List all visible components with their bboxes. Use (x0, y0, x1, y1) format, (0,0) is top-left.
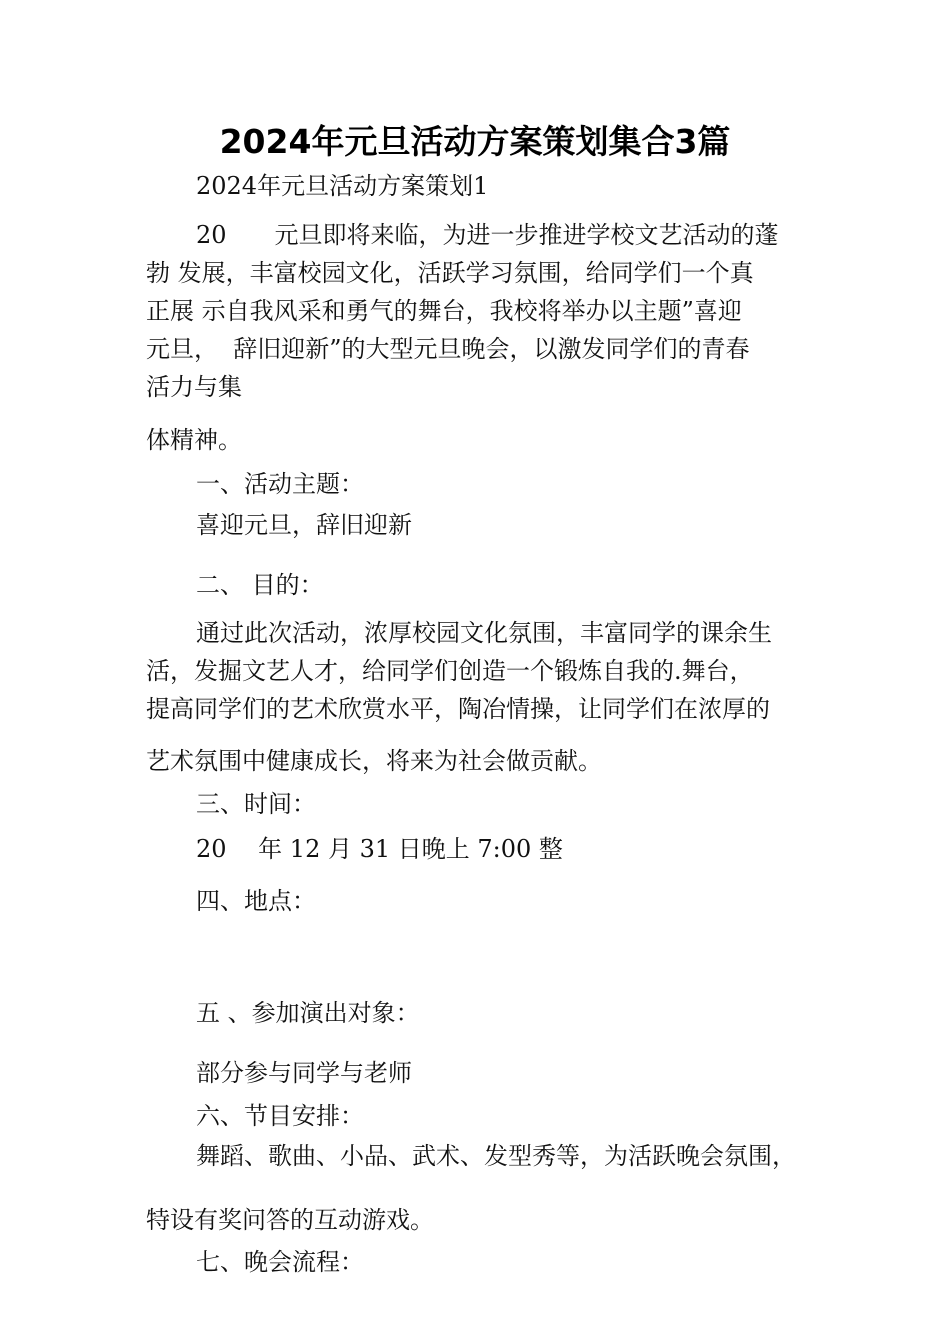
intro-line: 20 元旦即将来临，为进一步推进学校文艺活动的蓬 (196, 221, 779, 249)
section-body: 20 年 12 月 31 日晚上 7:00 整 (196, 835, 563, 863)
intro-line: 体精神。 (146, 426, 242, 454)
section-heading: 二、 目的： (196, 571, 324, 599)
section-body-line: 通过此次活动，浓厚校园文化氛围，丰富同学的课余生 (196, 619, 772, 647)
section-heading: 六、节目安排： (196, 1102, 364, 1130)
intro-line: 正展 示自我风采和勇气的舞台，我校将举办以主题”喜迎 (146, 297, 742, 325)
section-heading: 四、地点： (196, 887, 316, 915)
intro-line: 活力与集 (146, 373, 242, 401)
section-body-line: 特设有奖问答的互动游戏。 (146, 1206, 434, 1234)
section-heading: 三、时间： (196, 790, 316, 818)
section-body-line: 舞蹈、歌曲、小品、武术、发型秀等，为活跃晚会氛围， (196, 1142, 796, 1170)
section-body-line: 活，发掘文艺人才，给同学们创造一个锻炼自我的.舞台， (146, 657, 754, 685)
intro-line: 元旦， 辞旧迎新”的大型元旦晚会，以激发同学们的青春 (146, 335, 750, 363)
section-heading: 五 、参加演出对象： (196, 999, 420, 1027)
section-body: 部分参与同学与老师 (196, 1059, 412, 1087)
section-body-line: 提高同学们的艺术欣赏水平，陶冶情操，让同学们在浓厚的 (146, 695, 770, 723)
intro-line: 勃 发展，丰富校园文化，活跃学习氛围，给同学们一个真 (146, 259, 754, 287)
section-heading: 一、活动主题： (196, 470, 364, 498)
subtitle: 2024年元旦活动方案策划1 (196, 172, 489, 200)
document-title: 2024年元旦活动方案策划集合3篇 (219, 122, 731, 161)
section-body: 喜迎元旦，辞旧迎新 (196, 511, 412, 539)
section-heading: 七、晚会流程： (196, 1248, 364, 1276)
section-body-line: 艺术氛围中健康成长，将来为社会做贡献。 (146, 747, 602, 775)
